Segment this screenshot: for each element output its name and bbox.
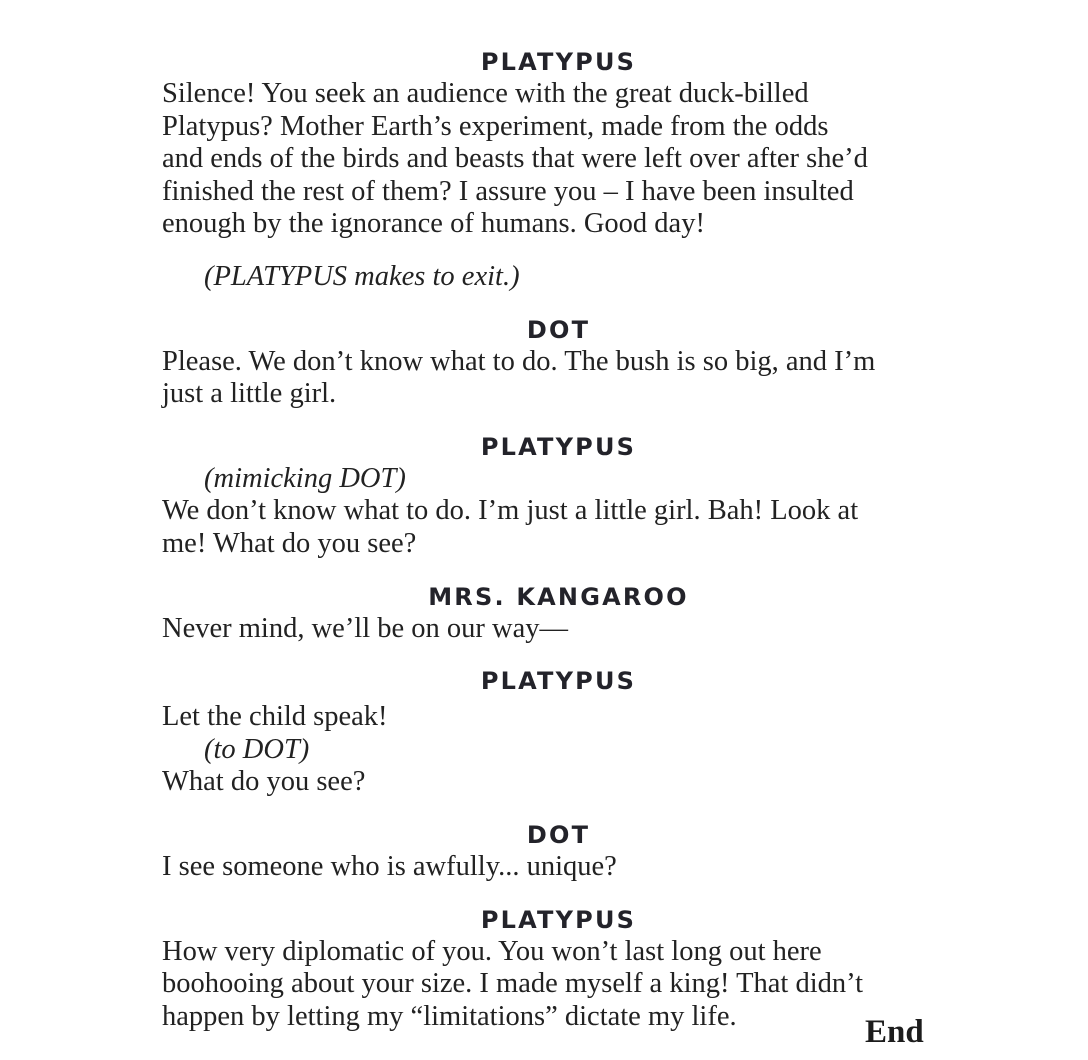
dialogue-line: Silence! You seek an audience with the great duck-billed [162, 78, 809, 109]
dialogue-line: How very diplomatic of you. You won’t last long out here [162, 935, 822, 967]
dialogue-line: I see someone who is awfully... unique? [162, 850, 617, 882]
script-page [162, 46, 992, 1033]
dialogue-line: just a little girl. [162, 378, 337, 410]
speaker-name: DOT [526, 315, 591, 344]
dialogue-line: What do you see? [162, 766, 366, 798]
dialogue-line: me! What do you see? [162, 527, 417, 559]
dialogue-block [162, 314, 992, 411]
dialogue-block [162, 819, 992, 884]
stage-direction: (to DOT) [204, 733, 310, 765]
dialogue-line: happen by letting my “limitations” dictate my life. [162, 1000, 737, 1032]
dialogue-line: finished the rest of them? I assure you – I have been insulted [162, 175, 854, 207]
stage-direction: (mimicking DOT) [204, 462, 406, 494]
dialogue-block [162, 46, 992, 294]
dialogue-line: We don’t know what to do. I’m just a little girl. Bah! Look at [162, 495, 859, 527]
dialogue-line: Let the child speak! [162, 701, 388, 733]
speaker-name: PLATYPUS [480, 432, 637, 461]
speaker-name: PLATYPUS [480, 905, 637, 934]
dialogue-line: and ends of the birds and beasts that were left over after she’d [162, 143, 868, 175]
dialogue-line: Never mind, we’ll be on our way— [162, 612, 569, 644]
dialogue-line: enough by the ignorance of humans. Good day! [162, 208, 705, 240]
dialogue-line: boohooing about your size. I made myself a king! That didn’t [162, 968, 864, 1000]
speaker-name: MRS. KANGAROO [428, 582, 689, 611]
dialogue-block [162, 581, 992, 646]
dialogue-line: Platypus? Mother Earth’s experiment, made from the odds [162, 110, 829, 142]
end-marker: End [865, 1014, 924, 1050]
speaker-name: DOT [526, 820, 591, 849]
dialogue-block [162, 665, 992, 799]
speaker-name: PLATYPUS [480, 667, 637, 696]
speaker-name: PLATYPUS [480, 48, 637, 76]
dialogue-block [162, 431, 992, 561]
dialogue-line: Please. We don’t know what to do. The bush is so big, and I’m [162, 345, 876, 377]
stage-direction: (PLATYPUS makes to exit.) [204, 260, 520, 292]
